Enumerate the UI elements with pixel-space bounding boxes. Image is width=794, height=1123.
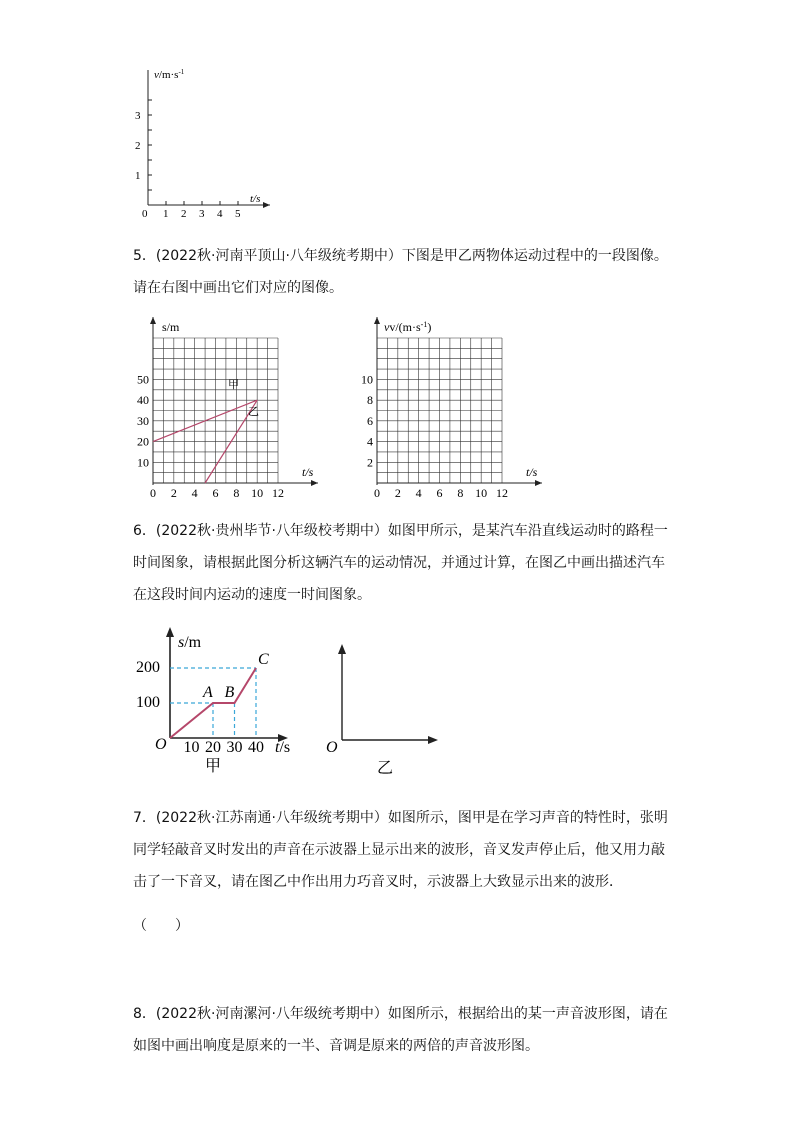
y-tick-label: 3 (135, 110, 141, 122)
question-7-line-2: 同学轻敲音叉时发出的声音在示波器上显示出来的波形，音叉发声停止后，他又用力敲 (133, 842, 665, 858)
x-tick-label: 0 (142, 208, 148, 220)
y-tick-label: 10 (137, 455, 149, 470)
x-tick-label: 40 (248, 739, 264, 756)
y-tick-label-100: 100 (136, 694, 160, 711)
y-tick-label: 20 (137, 434, 149, 449)
question-5 (133, 240, 693, 304)
x-tick-label: 2 (181, 208, 187, 220)
x-axis-arrow-icon (311, 480, 318, 486)
question-6-line-3: 在这段时间内运动的速度一时间图象。 (133, 587, 371, 603)
x-tick-label: 6 (212, 486, 219, 500)
y-axis-label: $vv/(m\cdot s^{-1})$ (384, 320, 432, 334)
y-axis-arrow-icon (374, 317, 380, 324)
y-tick-label: 10 (361, 372, 373, 387)
x-axis-label: t/s (302, 465, 314, 479)
y-axis-arrow-icon (166, 627, 174, 637)
x-axis-label: t/s (275, 739, 291, 756)
figure-caption-jia: 甲 (205, 758, 222, 775)
question-8 (133, 998, 693, 1062)
y-axis-label: $v/m\cdot s^{-1}$ (154, 68, 185, 81)
grid (153, 338, 278, 483)
question-6-line-2: 时间图象，请根据此图分析这辆汽车的运动情况，并通过计算，在图乙中画出描述汽车 (133, 555, 665, 571)
answer-blank: （ ） (133, 918, 189, 934)
top-velocity-axes (130, 60, 280, 225)
x-axis-arrow-icon (263, 202, 270, 208)
y-tick-labels (137, 372, 149, 469)
y-tick-label: 6 (367, 413, 373, 428)
x-tick-label: 20 (205, 739, 221, 756)
x-tick-label: 10 (475, 486, 488, 500)
fig5-position-time-graph (128, 315, 328, 500)
y-ticks (135, 100, 152, 190)
x-tick-labels (184, 739, 265, 756)
x-tick-label: 8 (233, 486, 240, 500)
y-axis-label: s/m (162, 320, 180, 334)
point-b-label: B (224, 684, 235, 701)
x-axis-arrow-icon (535, 480, 542, 486)
x-axis-arrow-icon (428, 736, 438, 744)
grid (377, 338, 502, 483)
y-axis-arrow-icon (150, 317, 156, 324)
y-tick-label: 8 (367, 393, 373, 408)
x-tick-label: 12 (272, 486, 284, 500)
question-5-line-2: 请在右图中画出它们对应的图像。 (133, 280, 343, 296)
x-tick-label: 2 (170, 486, 177, 500)
x-tick-labels (150, 486, 284, 500)
question-6 (133, 515, 693, 611)
y-tick-labels (361, 372, 373, 469)
point-c-label: C (258, 651, 269, 668)
x-tick-label: 4 (191, 486, 198, 500)
origin-label: O (155, 736, 167, 753)
x-tick-labels (374, 486, 508, 500)
question-7-line-3: 击了一下音叉，请在图乙中作出用力巧音叉时，示波器上大致显示出来的波形． (133, 874, 623, 890)
x-tick-label: 4 (217, 208, 223, 220)
x-tick-label: 0 (150, 486, 156, 500)
x-tick-label: 4 (415, 486, 422, 500)
y-tick-label: 40 (137, 393, 149, 408)
x-tick-label: 2 (394, 486, 401, 500)
x-axis-label: t/s (526, 465, 538, 479)
fig6-jia-graph (130, 625, 305, 775)
y-tick-label: 30 (137, 413, 149, 428)
y-tick-label: 2 (367, 455, 373, 470)
x-ticks (142, 201, 241, 220)
x-axis-label: t/s (250, 193, 261, 205)
question-8-line-2: 如图中画出响度是原来的一半、音调是原来的两倍的声音波形图。 (133, 1038, 539, 1054)
fig5-velocity-time-graph (352, 315, 552, 500)
origin-label: O (326, 739, 338, 756)
y-tick-label: 4 (367, 434, 373, 449)
y-tick-label: 2 (135, 140, 141, 152)
fig6-yi-empty-axes (320, 640, 450, 775)
question-8-line-1: 8．(2022秋·河南漯河·八年级统考期中）如图所示，根据给出的某一声音波形图，请在 (133, 1006, 668, 1022)
point-a-label: A (203, 684, 213, 701)
x-tick-label: 10 (251, 486, 264, 500)
y-tick-label: 1 (135, 170, 141, 182)
x-tick-label: 30 (226, 739, 243, 756)
label-yi: 乙 (248, 406, 259, 418)
x-tick-label: 10 (183, 739, 200, 756)
x-tick-label: 1 (163, 208, 169, 220)
x-tick-label: 12 (496, 486, 508, 500)
question-7 (133, 802, 693, 898)
x-tick-label: 3 (199, 208, 205, 220)
label-jia: 甲 (228, 379, 239, 391)
x-tick-label: 8 (457, 486, 464, 500)
y-axis-label: s/m (178, 634, 202, 651)
y-tick-label-200: 200 (136, 659, 160, 676)
y-axis-arrow-icon (338, 644, 346, 654)
x-tick-label: 5 (235, 208, 241, 220)
x-tick-label: 6 (436, 486, 443, 500)
x-tick-label: 0 (374, 486, 380, 500)
question-6-line-1: 6．(2022秋·贵州毕节·八年级校考期中）如图甲所示，是某汽车沿直线运动时的路程一 (133, 523, 668, 539)
question-5-line-1: 5．(2022秋·河南平顶山·八年级统考期中）下图是甲乙两物体运动过程中的一段图像。 (133, 248, 668, 264)
y-tick-label: 50 (137, 372, 149, 387)
question-7-line-1: 7．(2022秋·江苏南通·八年级统考期中）如图所示，图甲是在学习声音的特性时，张明 (133, 810, 668, 826)
figure-caption-yi: 乙 (377, 760, 394, 775)
